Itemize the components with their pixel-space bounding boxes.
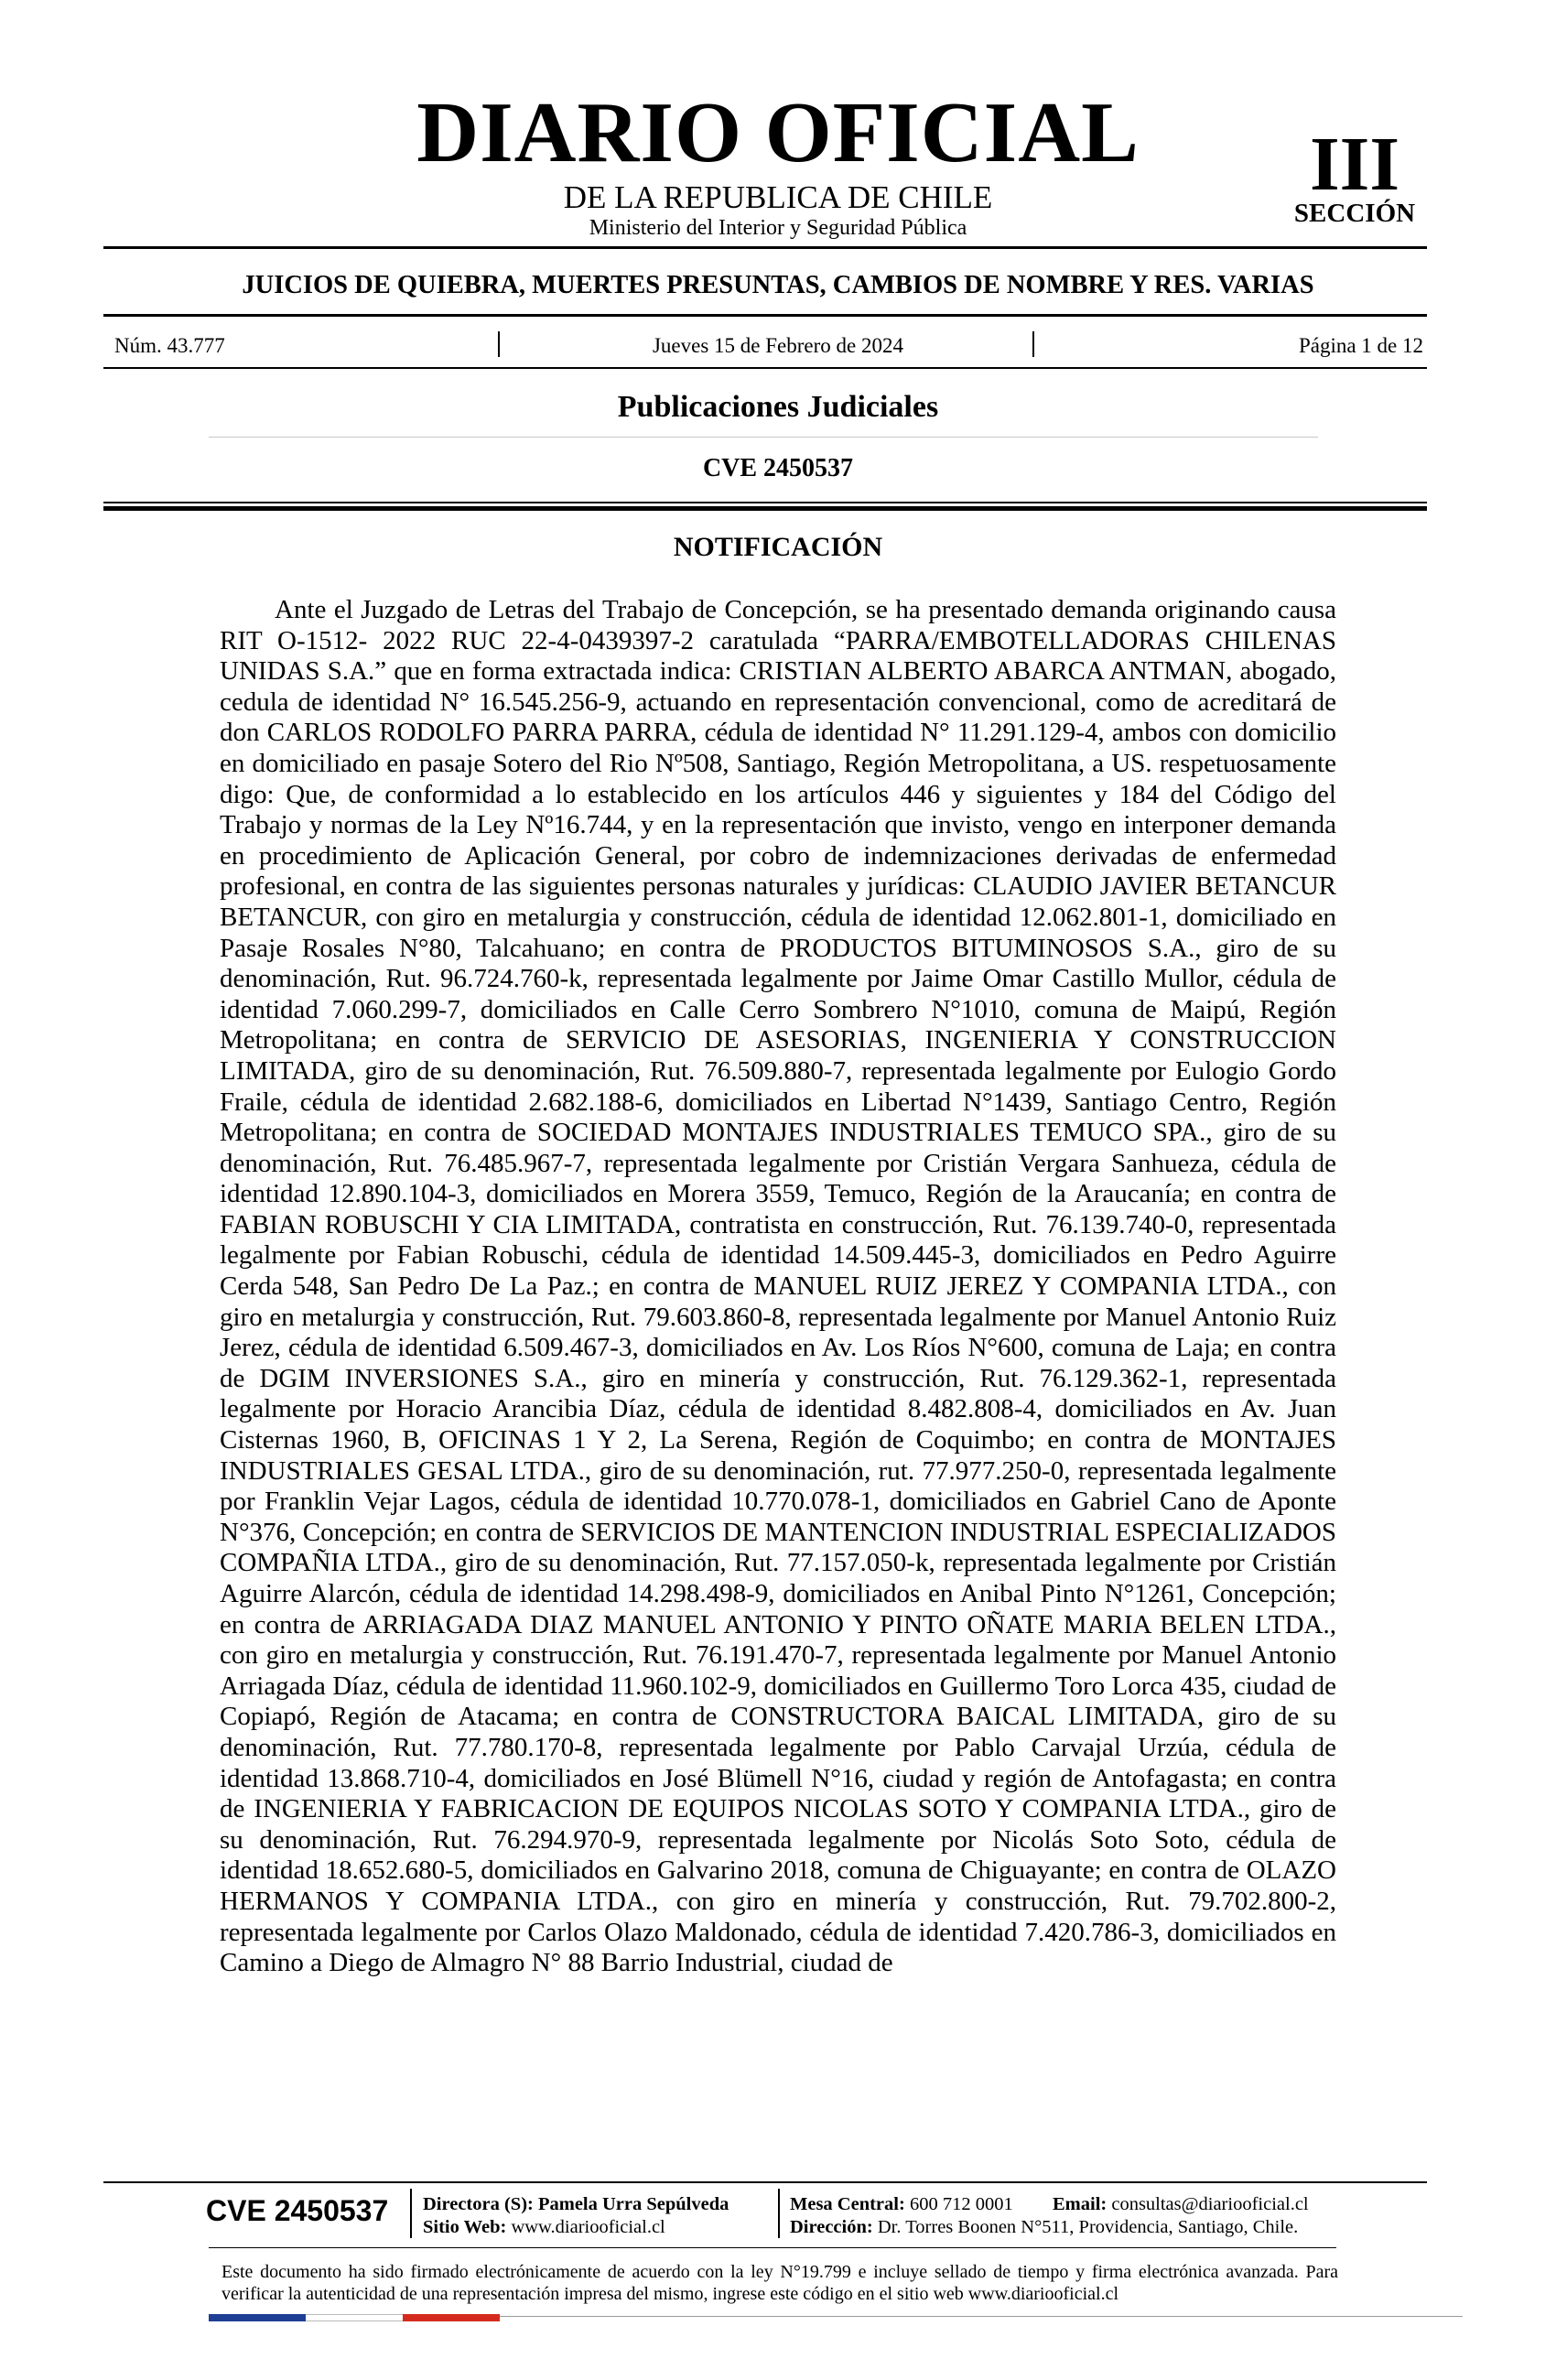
footer-phone-value: 600 712 0001 [909,2194,1013,2214]
subtitle-rule [103,314,1427,317]
issue-divider [1032,331,1034,357]
footer-director-name: Pamela Urra Sepúlveda [537,2194,729,2214]
page-indicator: Página 1 de 12 [1298,334,1423,357]
section-number: III [1309,122,1400,207]
footer-rule [103,2181,1427,2183]
flag-stripe-blue [209,2314,306,2321]
cve-rule-thick [103,506,1427,511]
publication-subtitle: JUICIOS DE QUIEBRA, MUERTES PRESUNTAS, CAMBIOS DE NOMBRE Y RES. VARIAS [242,271,1314,299]
section-label: SECCIÓN [1293,199,1416,228]
issue-number: Núm. 43.777 [114,334,225,357]
section-heading-rule [209,437,1318,438]
footer-address-label: Dirección: [790,2217,873,2237]
newspaper-title: DIARIO OFICIAL [416,85,1140,180]
footer-phone [790,2195,1013,2214]
newspaper-republic-line: DE LA REPUBLICA DE CHILE [563,179,993,215]
footer-email [1053,2195,1309,2214]
footer-website-link[interactable]: www.diariooficial.cl [511,2217,665,2237]
footer-director-label: Directora (S): [423,2194,534,2214]
cve-rule-thin [103,502,1427,503]
footer-phone-label: Mesa Central: [790,2194,905,2214]
footer-website [423,2218,665,2237]
cve-code: CVE 2450537 [702,454,854,482]
footer-divider [410,2189,412,2238]
footer-signature-notice: Este documento ha sido firmado electrónicamente de acuerdo con la ley N°19.799 e incluye sellado de tiempo y firma electrónica avanzada. Para verificar la autenticidad de una representación impresa del mismo, ingrese este código en el sitio web www.diariooficial.cl [222,2262,1338,2304]
document-body: Ante el Juzgado de Letras del Trabajo de Concepción, se ha presentado demanda originando causa RIT O-1512- 2022 RUC 22-4-0439397-2 caratulada “PARRA/EMBOTELLADORAS CHILENAS UNIDAS S.A.” que en forma extractada indica: CRISTIAN ALBERTO ABARCA ANTMAN, abogado, cedula de identidad N° 16.545.256-9, actuando en representación convencional, como de acreditará de don CARLOS RODOLFO PARRA PARRA, cédula de identidad N° 11.291.129-4, ambos con domicilio en domiciliado en pasaje Sotero del Rio Nº508, Santiago, Región Metropolitana, a US. respetuosamente digo: Que, de conformidad a lo establecido en los artículos 446 y siguientes y 184 del Código del Trabajo y normas de la Ley Nº16.744, y en la representación que invisto, vengo en interponer demanda en procedimiento de Aplicación General, por cobro de indemnizaciones derivadas de enfermedad profesional, en contra de las siguientes personas naturales y jurídicas: CLAUDIO JAVIER BETANCUR BETANCUR, con giro en metalurgia y construcción, cédula de identidad 12.062.801-1, domiciliado en Pasaje Rosales N°80, Talcahuano; en contra de PRODUCTOS BITUMINOSOS S.A., giro de su denominación, Rut. 96.724.760-k, representada legalmente por Jaime Omar Castillo Mullor, cédula de identidad 7.060.299-7, domiciliados en Calle Cerro Sombrero N°1010, comuna de Maipú, Región Metropolitana; en contra de SERVICIO DE ASESORIAS, INGENIERIA Y CONSTRUCCION LIMITADA, giro de su denominación, Rut. 76.509.880-7, representada legalmente por Eulogio Gordo Fraile, cédula de identidad 2.682.188-6, domiciliados en Libertad N°1439, Santiago Centro, Región Metropolitana; en contra de SOCIEDAD MONTAJES INDUSTRIALES TEMUCO SPA., giro de su denominación, Rut. 76.485.967-7, representada legalmente por Cristián Vergara Sanhueza, cédula de identidad 12.890.104-3, domiciliados en Morera 3559, Temuco, Región de la Araucanía; en contra de FABIAN ROBUSCHI Y CIA LIMITADA, contratista en construcción, Rut. 76.139.740-0, representada legalmente por Fabian Robuschi, cédula de identidad 14.509.445-3, domiciliados en Pedro Aguirre Cerda 548, San Pedro De La Paz.; en contra de MANUEL RUIZ JEREZ Y COMPANIA LTDA., con giro en metalurgia y construcción, Rut. 79.603.860-8, representada legalmente por Manuel Antonio Ruiz Jerez, cédula de identidad 6.509.467-3, domiciliados en Av. Los Ríos N°600, comuna de Laja; en contra de DGIM INVERSIONES S.A., giro en minería y construcción, Rut. 76.129.362-1, representada legalmente por Horacio Arancibia Díaz, cédula de identidad 8.482.808-4, domiciliados en Av. Juan Cisternas 1960, B, OFICINAS 1 Y 2, La Serena, Región de Coquimbo; en contra de MONTAJES INDUSTRIALES GESAL LTDA., giro de su denominación, rut. 77.977.250-0, representada legalmente por Franklin Vejar Lagos, cédula de identidad 10.770.078-1, domiciliados en Gabriel Cano de Aponte N°376, Concepción; en contra de SERVICIOS DE MANTENCION INDUSTRIAL ESPECIALIZADOS COMPAÑIA LTDA., giro de su denominación, Rut. 77.157.050-k, representada legalmente por Cristián Aguirre Alarcón, cédula de identidad 14.298.498-9, domiciliados en Anibal Pinto N°1261, Concepción; en contra de ARRIAGADA DIAZ MANUEL ANTONIO Y PINTO OÑATE MARIA BELEN LTDA., con giro en metalurgia y construcción, Rut. 76.191.470-7, representada legalmente por Manuel Antonio Arriagada Díaz, cédula de identidad 11.960.102-9, domiciliados en Guillermo Toro Lorca 435, ciudad de Copiapó, Región de Atacama; en contra de CONSTRUCTORA BAICAL LIMITADA, giro de su denominación, Rut. 77.780.170-8, representada legalmente por Pablo Carvajal Urzúa, cédula de identidad 13.868.710-4, domiciliados en José Blümell N°16, ciudad y región de Antofagasta; en contra de INGENIERIA Y FABRICACION DE EQUIPOS NICOLAS SOTO Y COMPANIA LTDA., giro de su denominación, Rut. 76.294.970-9, representada legalmente por Nicolás Soto Soto, cédula de identidad 18.652.680-5, domiciliados en Galvarino 2018, comuna de Chiguayante; en contra de OLAZO HERMANOS Y COMPANIA LTDA., con giro en minería y construcción, Rut. 79.702.800-2, representada legalmente por Carlos Olazo Maldonado, cédula de identidad 7.420.786-3, domiciliados en Camino a Diego de Almagro N° 88 Barrio Industrial, ciudad de [220,595,1336,1978]
section-heading: Publicaciones Judiciales [617,390,939,424]
footer-email-link[interactable]: consultas@diariooficial.cl [1111,2194,1309,2214]
issue-rule [103,367,1427,369]
footer-director [423,2195,729,2214]
flag-stripe-red [403,2314,500,2321]
newspaper-ministry-line: Ministerio del Interior y Seguridad Pública [589,216,967,240]
footer-address-value: Dr. Torres Boonen N°511, Providencia, Santiago, Chile. [877,2217,1299,2237]
footer-divider [778,2189,780,2238]
footer-address [790,2218,1298,2237]
footer-cve-code: CVE 2450537 [206,2194,389,2227]
footer-website-label: Sitio Web: [423,2217,507,2237]
flag-stripe-white [306,2314,403,2321]
footer-rule-lower [209,2247,1336,2248]
masthead-rule [103,246,1427,249]
document-title: NOTIFICACIÓN [673,532,883,562]
footer-email-label: Email: [1053,2194,1108,2214]
issue-date: Jueves 15 de Febrero de 2024 [652,334,903,357]
